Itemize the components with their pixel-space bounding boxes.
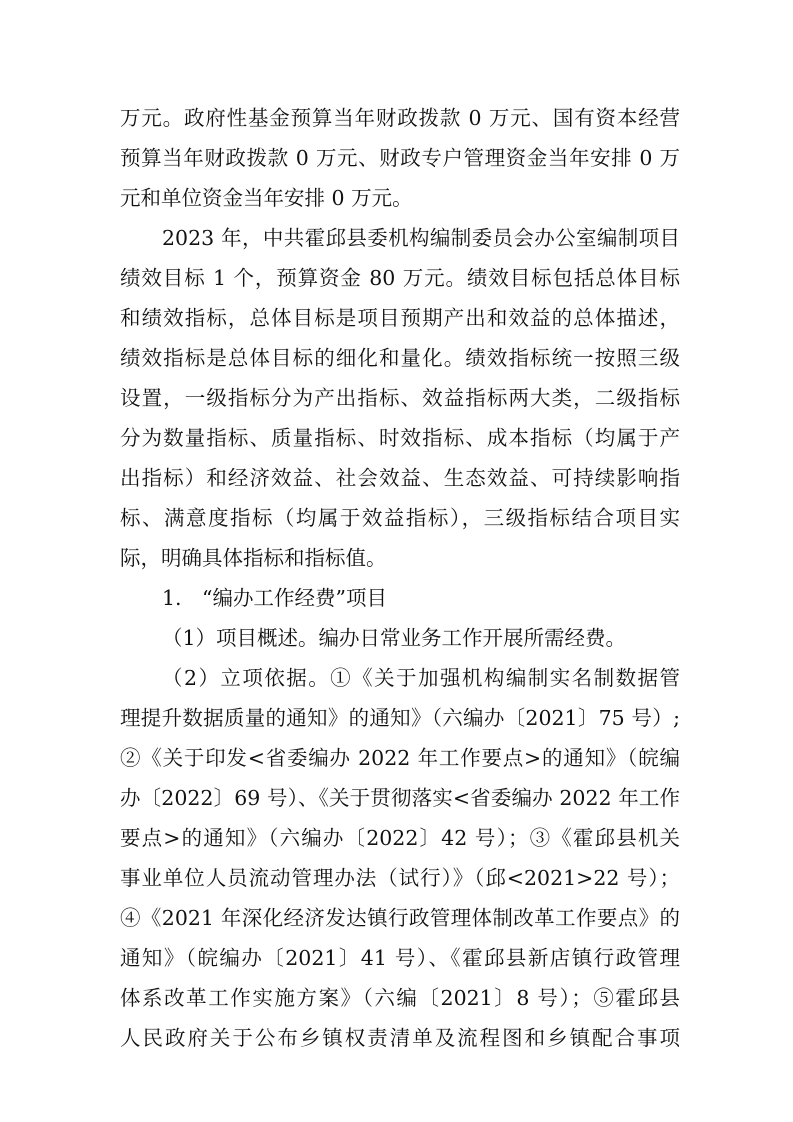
paragraph-line: 通知》（皖编办〔2021〕41 号）、《霍邱县新店镇行政管理 (120, 946, 680, 970)
paragraph-line: ②《关于印发<省委编办 2022 年工作要点>的通知》（皖编 (120, 746, 680, 770)
paragraph-line: 绩效指标是总体目标的细化和量化。绩效指标统一按照三级 (120, 346, 680, 370)
paragraph-line: 际，明确具体指标和指标值。 (120, 546, 387, 570)
paragraph-line: 体系改革工作实施方案》（六编〔2021〕8 号）；⑤霍邱县 (120, 986, 680, 1010)
paragraph-line: 万元。政府性基金预算当年财政拨款 0 万元、国有资本经营 (120, 106, 680, 130)
paragraph-line: 设置，一级指标分为产出指标、效益指标两大类，二级指标 (120, 386, 680, 410)
paragraph-line: 要点>的通知》（六编办〔2022〕42 号）；③《霍邱县机关 (120, 826, 680, 850)
paragraph-line: 2023 年，中共霍邱县委机构编制委员会办公室编制项目 (162, 226, 680, 250)
paragraph-line: 标、满意度指标（均属于效益指标），三级指标结合项目实 (120, 506, 680, 530)
paragraph-line: 元和单位资金当年安排 0 万元。 (120, 186, 413, 210)
paragraph-line: 理提升数据质量的通知》的通知》（六编办〔2021〕75 号）; (120, 706, 680, 730)
paragraph-line: （1）项目概述。编办日常业务工作开展所需经费。 (162, 626, 627, 650)
paragraph-line: 事业单位人员流动管理办法（试行）》（邱<2021>22 号）； (120, 866, 680, 890)
paragraph-line: 绩效目标 1 个，预算资金 80 万元。绩效目标包括总体目标 (120, 266, 680, 290)
paragraph-line: 办〔2022〕69 号）、《关于贯彻落实<省委编办 2022 年工作 (120, 786, 680, 810)
section-heading: 1. “编办工作经费”项目 (162, 586, 388, 610)
paragraph-line: 分为数量指标、质量指标、时效指标、成本指标（均属于产 (120, 426, 680, 450)
paragraph-line: （2）立项依据。①《关于加强机构编制实名制数据管 (162, 666, 680, 690)
paragraph-line: 出指标）和经济效益、社会效益、生态效益、可持续影响指 (120, 466, 680, 490)
paragraph-line: 和绩效指标，总体目标是项目预期产出和效益的总体描述， (120, 306, 680, 330)
paragraph-line: ④《2021 年深化经济发达镇行政管理体制改革工作要点》的 (120, 906, 680, 930)
paragraph-line: 预算当年财政拨款 0 万元、财政专户管理资金当年安排 0 万 (120, 146, 680, 170)
paragraph-line: 人民政府关于公布乡镇权责清单及流程图和乡镇配合事项 (120, 1026, 680, 1050)
